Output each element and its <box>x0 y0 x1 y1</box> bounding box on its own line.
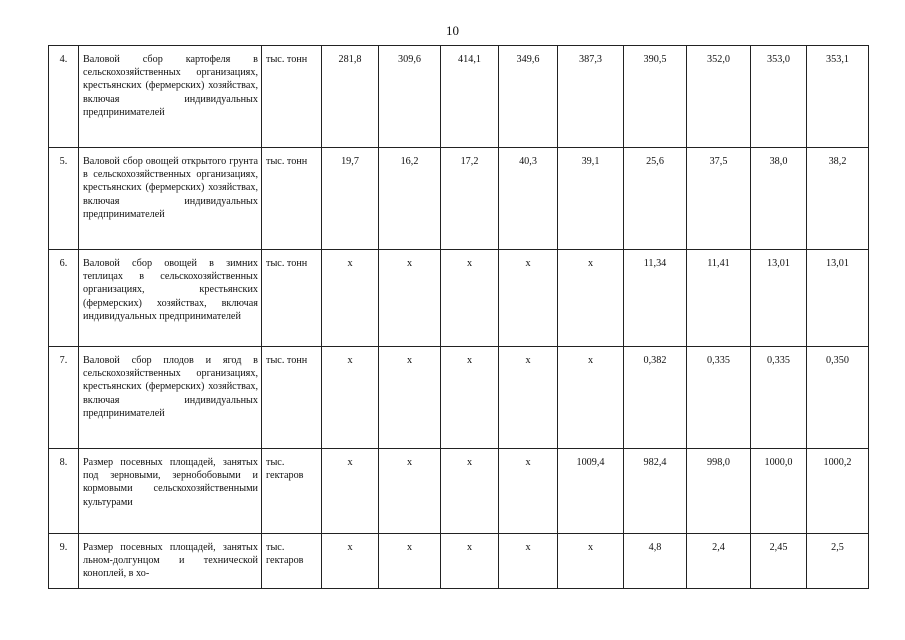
value-cell: 19,7 <box>322 148 379 250</box>
value-cell: 281,8 <box>322 46 379 148</box>
value-cell: 25,6 <box>624 148 687 250</box>
unit-cell: тыс. тонн <box>262 347 322 449</box>
row-index: 8. <box>49 449 79 534</box>
page-number: 10 <box>446 23 459 38</box>
value-cell: 2,45 <box>751 534 807 589</box>
table-row <box>49 46 869 148</box>
table-row <box>49 534 869 589</box>
value-cell: х <box>499 250 558 347</box>
indicator-description: Валовой сбор плодов и ягод в сельскохозяйственных организациях, крестьянских (фермерских) хозяйствах, включая индивидуальных предпринимателей <box>79 347 262 449</box>
value-cell: х <box>441 534 499 589</box>
indicators-table <box>48 45 869 589</box>
indicator-description: Валовой сбор картофеля в сельскохозяйственных организациях, крестьянских (фермерских) хозяйствах, включая индивидуальных предпринимателей <box>79 46 262 148</box>
value-cell: х <box>441 449 499 534</box>
value-cell: 349,6 <box>499 46 558 148</box>
row-index: 6. <box>49 250 79 347</box>
row-index: 5. <box>49 148 79 250</box>
value-cell: 0,335 <box>751 347 807 449</box>
value-cell: 352,0 <box>687 46 751 148</box>
value-cell: 38,2 <box>807 148 869 250</box>
unit-cell: тыс. тонн <box>262 250 322 347</box>
value-cell: 414,1 <box>441 46 499 148</box>
unit-cell: тыс. гектаров <box>262 449 322 534</box>
value-cell: х <box>322 449 379 534</box>
value-cell: 39,1 <box>558 148 624 250</box>
indicator-description: Размер посевных площадей, занятых льном-долгунцом и технической коноплей, в хо- <box>79 534 262 589</box>
value-cell: х <box>379 534 441 589</box>
value-cell: 13,01 <box>751 250 807 347</box>
value-cell: х <box>379 449 441 534</box>
value-cell: 387,3 <box>558 46 624 148</box>
unit-cell: тыс. тонн <box>262 46 322 148</box>
value-cell: 1000,2 <box>807 449 869 534</box>
value-cell: х <box>379 250 441 347</box>
value-cell: 17,2 <box>441 148 499 250</box>
value-cell: 0,382 <box>624 347 687 449</box>
table-row <box>49 449 869 534</box>
value-cell: х <box>322 534 379 589</box>
value-cell: 982,4 <box>624 449 687 534</box>
value-cell: 353,1 <box>807 46 869 148</box>
unit-cell: тыс. гектаров <box>262 534 322 589</box>
value-cell: х <box>322 250 379 347</box>
value-cell: 13,01 <box>807 250 869 347</box>
table-row <box>49 148 869 250</box>
value-cell: х <box>499 347 558 449</box>
value-cell: х <box>441 250 499 347</box>
value-cell: х <box>558 250 624 347</box>
value-cell: 11,34 <box>624 250 687 347</box>
value-cell: 309,6 <box>379 46 441 148</box>
value-cell: 390,5 <box>624 46 687 148</box>
value-cell: 40,3 <box>499 148 558 250</box>
row-index: 7. <box>49 347 79 449</box>
value-cell: 2,4 <box>687 534 751 589</box>
indicator-description: Размер посевных площадей, занятых под зерновыми, зернобобовыми и кормовыми сельскохозяйственными культурами <box>79 449 262 534</box>
value-cell: 353,0 <box>751 46 807 148</box>
value-cell: 37,5 <box>687 148 751 250</box>
value-cell: 998,0 <box>687 449 751 534</box>
value-cell: х <box>558 347 624 449</box>
value-cell: х <box>379 347 441 449</box>
indicator-description: Валовой сбор овощей открытого грунта в сельскохозяйственных организациях, крестьянских (фермерских) хозяйствах, включая индивидуальных предпринимателей <box>79 148 262 250</box>
row-index: 9. <box>49 534 79 589</box>
value-cell: 2,5 <box>807 534 869 589</box>
row-index: 4. <box>49 46 79 148</box>
value-cell: 1000,0 <box>751 449 807 534</box>
value-cell: 38,0 <box>751 148 807 250</box>
indicator-description: Валовой сбор овощей в зимних теплицах в сельскохозяйственных организациях, крестьянских (фермерских) хозяйствах, включая индивидуальных предпринимателей <box>79 250 262 347</box>
unit-cell: тыс. тонн <box>262 148 322 250</box>
value-cell: 0,335 <box>687 347 751 449</box>
value-cell: 1009,4 <box>558 449 624 534</box>
value-cell: 0,350 <box>807 347 869 449</box>
value-cell: х <box>499 449 558 534</box>
table-row <box>49 347 869 449</box>
value-cell: х <box>558 534 624 589</box>
value-cell: х <box>441 347 499 449</box>
value-cell: х <box>322 347 379 449</box>
table-row <box>49 250 869 347</box>
value-cell: 16,2 <box>379 148 441 250</box>
value-cell: 4,8 <box>624 534 687 589</box>
value-cell: х <box>499 534 558 589</box>
value-cell: 11,41 <box>687 250 751 347</box>
